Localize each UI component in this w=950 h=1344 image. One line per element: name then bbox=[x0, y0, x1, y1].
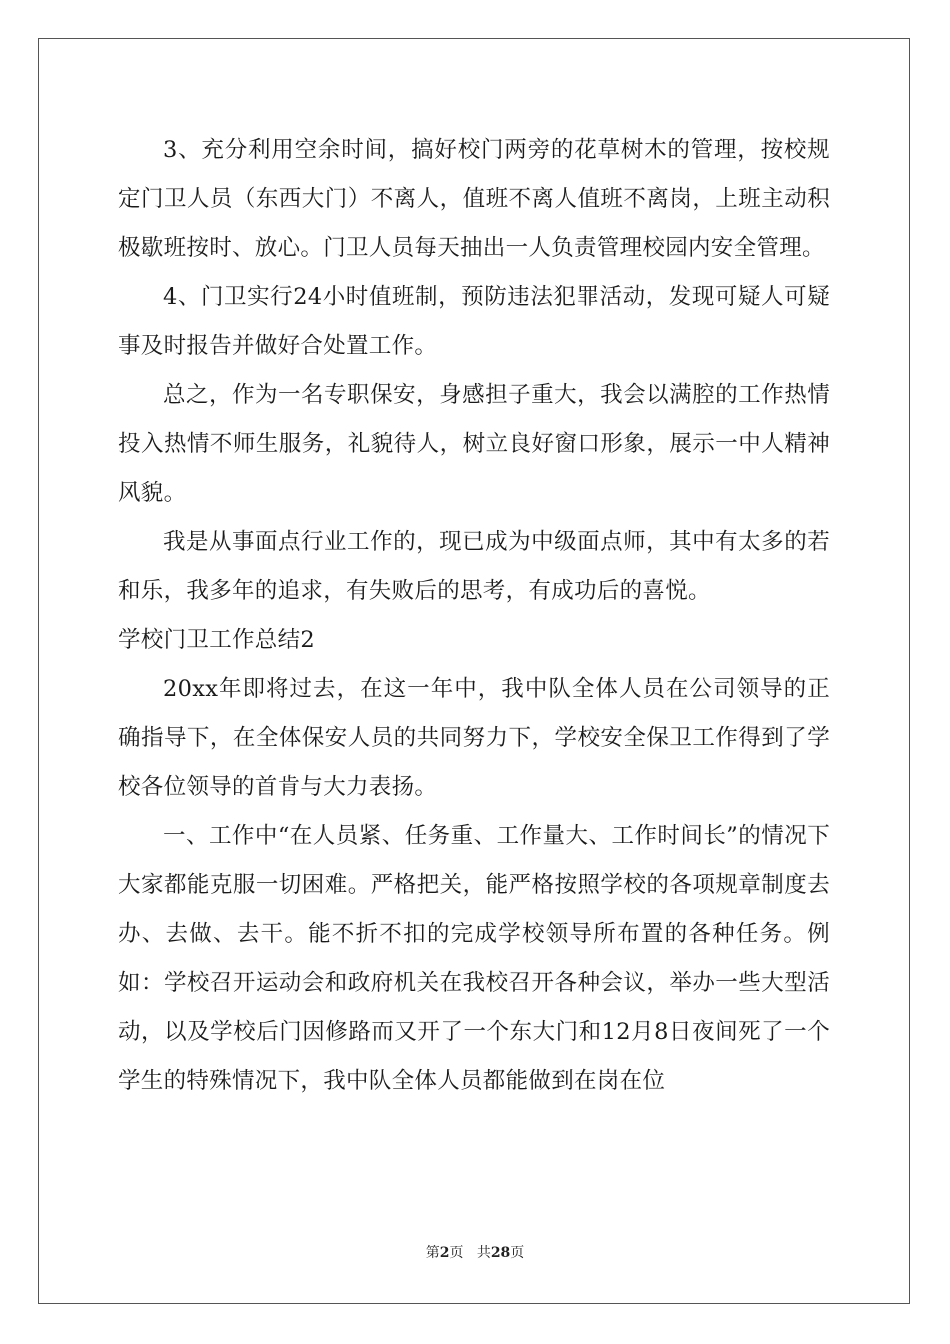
page-number: 2 bbox=[439, 1245, 450, 1261]
paragraph: 4、门卫实行24小时值班制，预防违法犯罪活动，发现可疑人可疑事及时报告并做好合处置工作。 bbox=[118, 284, 830, 359]
section-heading: 学校门卫工作总结2 bbox=[118, 627, 316, 653]
paragraph: 3、充分利用空余时间，搞好校门两旁的花草树木的管理，按校规定门卫人员（东西大门）不离人，值班不离人值班不离岗，上班主动积极歇班按时、放心。门卫人员每天抽出一人负责管理校园内安全管理。 bbox=[118, 137, 830, 261]
paragraph: 一、工作中“在人员紧、任务重、工作量大、工作时间长”的情况下大家都能克服一切困难。严格把关，能严格按照学校的各项规章制度去办、去做、去干。能不折不扣的完成学校领导所布置的各种任务。例如：学校召开运动会和政府机关在我校召开各种会议，举办一些大型活动，以及学校后门因修路而又开了一个东大门和12月8日夜间死了一个学生的特殊情况下，我中队全体人员都能做到在岗在位 bbox=[118, 823, 830, 1094]
page-footer bbox=[0, 1242, 950, 1262]
paragraph: 总之，作为一名专职保安，身感担子重大，我会以满腔的工作热情投入热情不师生服务，礼貌待人，树立良好窗口形象，展示一中人精神风貌。 bbox=[118, 382, 830, 506]
page-suffix: 页 bbox=[449, 1245, 464, 1261]
paragraph: 我是从事面点行业工作的，现已成为中级面点师，其中有太多的若和乐，我多年的追求，有失败后的思考，有成功后的喜悦。 bbox=[118, 529, 830, 604]
total-pages: 28 bbox=[490, 1245, 511, 1261]
total-suffix: 页 bbox=[510, 1245, 525, 1261]
total-prefix: 共 bbox=[476, 1245, 491, 1261]
paragraph: 20xx年即将过去，在这一年中，我中队全体人员在公司领导的正确指导下，在全体保安人员的共同努力下，学校安全保卫工作得到了学校各位领导的首肯与大力表扬。 bbox=[118, 676, 830, 800]
document-body bbox=[118, 126, 830, 1106]
page-prefix: 第 bbox=[425, 1245, 440, 1261]
